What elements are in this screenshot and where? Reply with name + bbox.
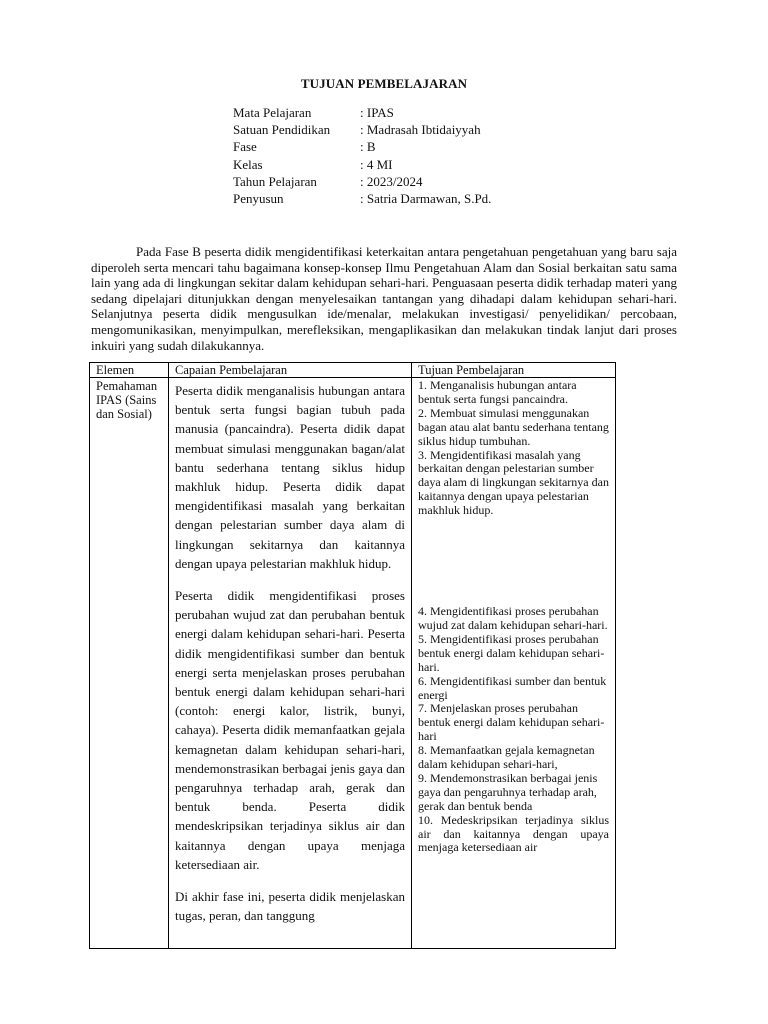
identity-value: : B (360, 139, 376, 155)
header-elemen: Elemen (90, 363, 169, 378)
tujuan-item: 10. Medeskripsikan terjadinya siklus air dan kaitannya dengan upaya menjaga ketersediaan air (418, 812, 609, 855)
capaian-cell (169, 378, 412, 949)
tujuan-group-1 (418, 379, 609, 518)
identity-row-school (233, 121, 491, 138)
learning-goals-table (89, 362, 616, 949)
identity-value: : IPAS (360, 105, 394, 120)
tujuan-cell (412, 378, 616, 949)
identity-value: : 4 MI (360, 156, 393, 172)
header-tujuan: Tujuan Pembelajaran (412, 363, 616, 378)
identity-label: Penyusun (233, 190, 284, 206)
intro-paragraph: Pada Fase B peserta didik mengidentifikasi keterkaitan antara pengetahuan pengetahuan yang baru saja diperoleh serta mencari tahu bagaimana konsep-konsep Ilmu Pengetahuan Alam dan Sosial berkaitan satu sama lain yang ada di lingkungan sekitar dalam kehidupan sehari-hari. Penguasaan peserta didik terhadap materi yang sedang dipelajari ditunjukkan dengan menyelesaikan tantangan yang dihadapi dalam kehidupan sehari-hari. Selanjutnya peserta didik mengusulkan ide/menalar, melakukan investigasi/ penyelidikan/ percobaan, mengomunikasikan, menyimpulkan, merefleksikan, mengaplikasikan dan melakukan tindak lanjut dari proses inkuiri yang sudah dilakukannya. (91, 244, 677, 353)
elemen-cell: Pemahaman IPAS (Sains dan Sosial) (90, 378, 169, 949)
identity-label: Fase (233, 139, 257, 155)
identity-value: : Satria Darmawan, S.Pd. (360, 190, 492, 206)
identity-row-author (233, 190, 491, 207)
tujuan-item: 3. Mengidentifikasi masalah yang berkaitan dengan pelestarian sumber daya alam di lingkungan sekitarnya dan kaitannya dengan upaya pelestarian makhluk hidup. (418, 447, 609, 518)
identity-block (233, 104, 491, 207)
header-capaian: Capaian Pembelajaran (169, 363, 412, 378)
tujuan-item: 8. Memanfaatkan gejala kemagnetan dalam kehidupan sehari-hari, (418, 743, 595, 772)
identity-row-class (233, 156, 491, 173)
identity-row-subject (233, 104, 491, 121)
identity-value: : 2023/2024 (360, 173, 423, 189)
page-title: TUJUAN PEMBELAJARAN (300, 76, 468, 91)
tujuan-item: 7. Menjelaskan proses perubahan bentuk energi dalam kehidupan sehari-hari (418, 701, 605, 744)
tujuan-item: 5. Mengidentifikasi proses perubahan bentuk energi dalam kehidupan sehari-hari. (418, 631, 605, 674)
identity-row-phase (233, 138, 491, 155)
identity-row-year (233, 173, 491, 190)
identity-label: Mata Pelajaran (233, 105, 312, 120)
tujuan-item: 4. Mengidentifikasi proses perubahan wujud zat dalam kehidupan sehari-hari. (418, 604, 608, 632)
capaian-paragraph: Di akhir fase ini, peserta didik menjelaskan tugas, peran, dan tanggung (175, 889, 405, 924)
capaian-paragraph: Peserta didik menganalisis hubungan antara bentuk serta fungsi bagian tubuh pada manusia (pancaindra). Peserta didik dapat membuat simulasi menggunakan bagan/alat bantu sederhana tentang siklus hidup makhluk hidup. Peserta didik dapat mengidentifikasi masalah yang berkaitan dengan pelestarian sumber daya alam di lingkungan sekitarnya dan kaitannya dengan upaya pelestarian makhluk hidup. (175, 383, 405, 571)
table-row (90, 378, 616, 949)
table-header-row (90, 363, 616, 378)
tujuan-item: 9. Mendemonstrasikan berbagai jenis gaya dan pengaruhnya terhadap arah, gerak dan bentuk benda (418, 770, 598, 813)
tujuan-item: 1. Menganalisis hubungan antara bentuk serta fungsi pancaindra. (418, 378, 577, 406)
tujuan-item: 2. Membuat simulasi menggunakan bagan atau alat bantu sederhana tentang siklus hidup tumbuhan. (418, 405, 609, 448)
identity-label: Kelas (233, 156, 263, 172)
capaian-paragraph: Peserta didik mengidentifikasi proses perubahan wujud zat dan perubahan bentuk energi dalam kehidupan sehari-hari. Peserta didik mengidentifikasi sumber dan bentuk energi serta menjelaskan proses perubahan bentuk energi dalam kehidupan sehari-hari (contoh: energi kalor, listrik, bunyi, cahaya). Peserta didik memanfaatkan gejala kemagnetan dalam kehidupan sehari-hari, mendemonstrasikan berbagai jenis gaya dan pengaruhnya terhadap arah, gerak dan bentuk benda. Peserta didik mendeskripsikan terjadinya siklus air dan kaitannya dengan upaya menjaga ketersediaan air. (175, 588, 405, 872)
identity-value: : Madrasah Ibtidaiyyah (360, 122, 481, 138)
tujuan-group-2 (418, 605, 609, 855)
identity-label: Tahun Pelajaran (233, 173, 317, 189)
tujuan-item: 6. Mengidentifikasi sumber dan bentuk energi (418, 673, 607, 702)
identity-label: Satuan Pendidikan (233, 122, 331, 138)
